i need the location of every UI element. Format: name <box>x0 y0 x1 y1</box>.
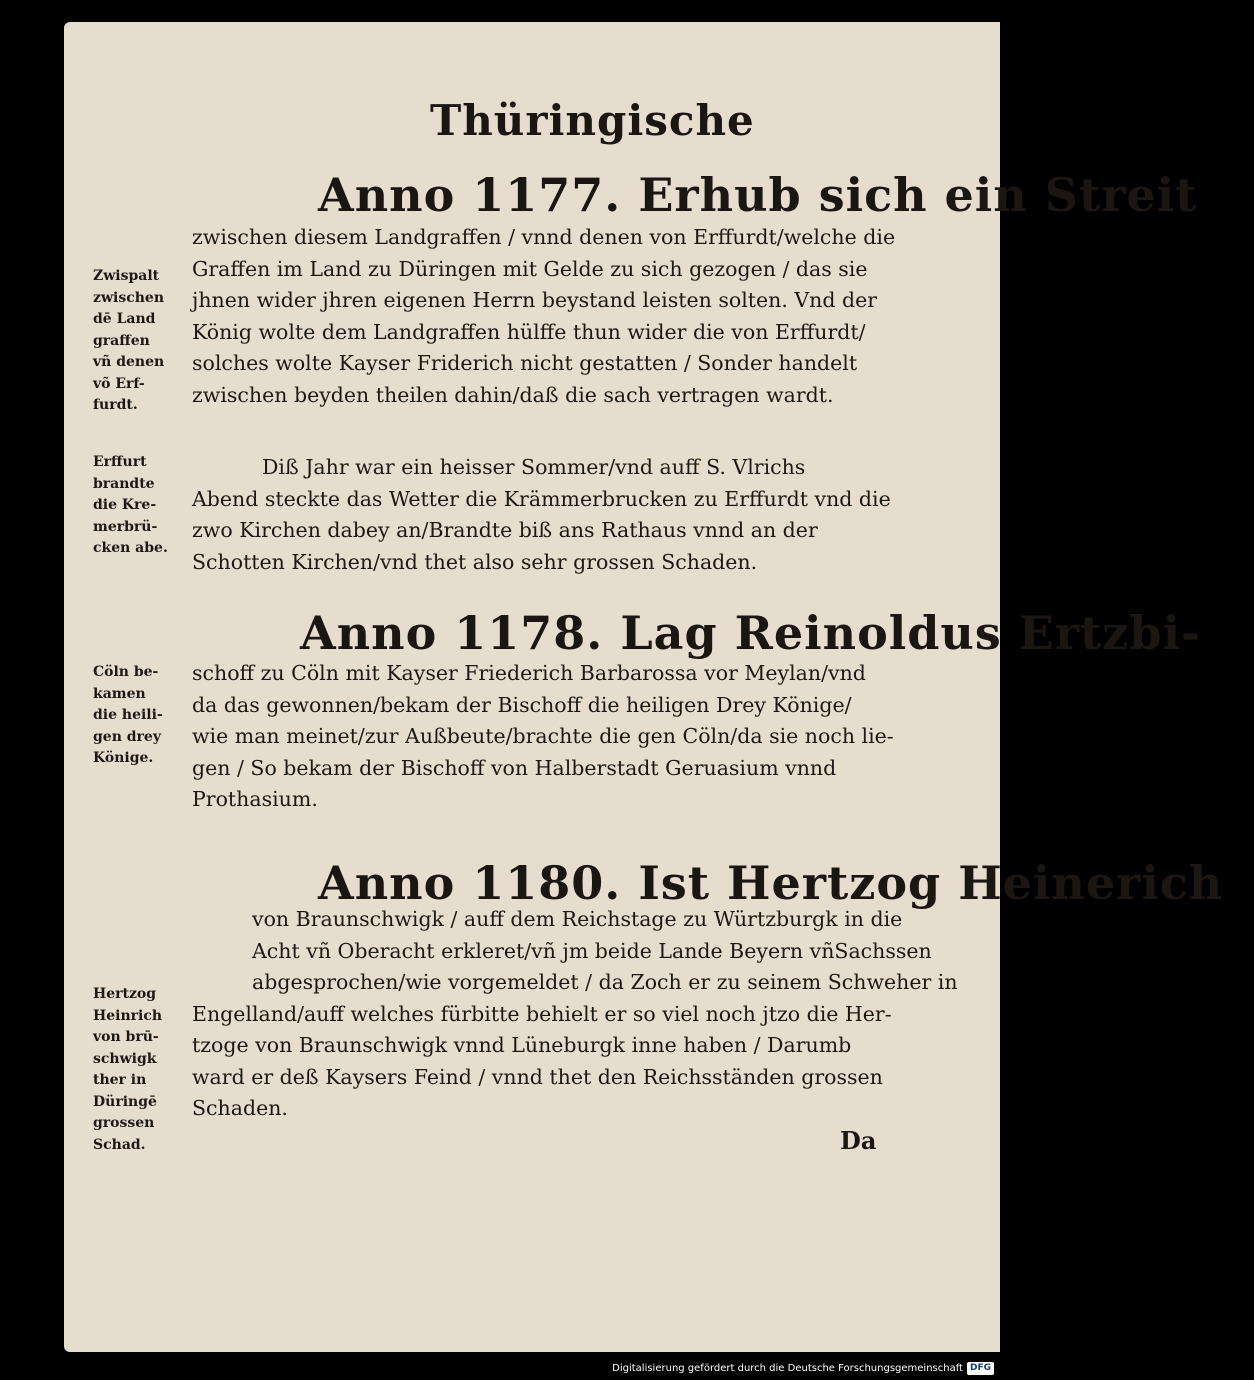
catchword: Da <box>840 1126 877 1155</box>
text-line: von Braunschwigk / auff dem Reichstage zu Würtzburgk in die <box>252 907 903 931</box>
margin-note-line: Cöln be- <box>93 664 159 680</box>
margin-note-line: merbrü- <box>93 518 158 535</box>
margin-note-line: gen drey <box>93 728 161 745</box>
text-line: solches wolte Kayser Friderich nicht gestatten / Sonder handelt <box>192 351 858 375</box>
margin-note-line: brandte <box>93 475 155 492</box>
text-line: da das gewonnen/bekam der Bischoff die heiligen Drey Könige/ <box>192 692 852 717</box>
margin-note-line: die Kre- <box>93 497 157 513</box>
text-line: Acht vñ Oberacht erkleret/vñ jm beide Lande Beyern vñSachssen <box>252 938 932 963</box>
margin-note-erffurt <box>93 452 193 560</box>
margin-note-line: Heinrich <box>93 1007 163 1024</box>
margin-note-line: die heili- <box>93 707 163 723</box>
margin-note-line: grossen <box>93 1115 155 1131</box>
margin-note-line: ther in <box>93 1072 147 1088</box>
text-line: zwischen beyden theilen dahin/daß die sach vertragen wardt. <box>192 382 834 407</box>
entry-body-sommer <box>192 452 902 578</box>
margin-note-line: graffen <box>93 332 150 349</box>
entry-body-1177 <box>192 222 902 411</box>
dfg-logo: DFG <box>967 1362 994 1375</box>
entry-heading-1178: Anno 1178. Lag Reinoldus Ertzbi- <box>300 606 1202 660</box>
margin-note-line: zwischen <box>93 289 164 306</box>
text-line: Schotten Kirchen/vnd thet also sehr grossen Schaden. <box>192 549 758 574</box>
text-line: zwischen diesem Landgraffen / vnnd denen von Erffurdt/welche die <box>192 225 896 249</box>
margin-note-line: vñ denen <box>93 354 165 370</box>
text-line: König wolte dem Landgraffen hülffe thun wider die von Erffurdt/ <box>192 319 866 344</box>
entry-body-1180 <box>192 904 958 1125</box>
text-line: wie man meinet/zur Außbeute/brachte die gen Cöln/da sie noch lie- <box>192 724 894 748</box>
margin-note-hertzog <box>93 984 193 1156</box>
margin-note-line: von brū- <box>93 1029 159 1045</box>
margin-note-line: Könige. <box>93 750 154 766</box>
margin-note-line: cken abe. <box>93 540 168 556</box>
text-line: tzoge von Braunschwigk vnnd Lüneburgk inne haben / Darumb <box>192 1033 852 1057</box>
margin-note-coeln <box>93 662 193 770</box>
text-line: ward er deß Kaysers Feind / vnnd thet den Reichsständen grossen <box>192 1064 883 1089</box>
margin-note-line: schwigk <box>93 1050 157 1067</box>
margin-note-line: kamen <box>93 685 146 702</box>
text-line: Prothasium. <box>192 787 318 811</box>
footer-credit <box>612 1362 994 1375</box>
text-line: Engelland/auff welches fürbitte behielt er so viel noch jtzo die Her- <box>192 1001 892 1026</box>
margin-note-line: Schad. <box>93 1136 146 1153</box>
margin-note-line: Zwispalt <box>93 268 160 284</box>
margin-note-line: Erffurt <box>93 454 147 470</box>
margin-note-line: Düringē <box>93 1093 157 1110</box>
text-line: jhnen wider jhren eigenen Herrn beystand leisten solten. Vnd der <box>192 288 878 312</box>
margin-note-line: dē Land <box>93 311 156 327</box>
margin-note-line: võ Erf- <box>93 375 145 392</box>
text-line: Graffen im Land zu Düringen mit Gelde zu sich gezogen / das sie <box>192 256 868 281</box>
footer-text: Digitalisierung gefördert durch die Deutsche Forschungsgemeinschaft <box>612 1363 963 1374</box>
margin-note-line: furdt. <box>93 397 138 413</box>
text-line: abgesprochen/wie vorgemeldet / da Zoch er zu seinem Schweher in <box>252 970 958 994</box>
entry-heading-1180: Anno 1180. Ist Hertzog Heinerich <box>318 856 1224 910</box>
text-line: Abend steckte das Wetter die Krämmerbrucken zu Erffurdt vnd die <box>192 486 891 511</box>
text-line: schoff zu Cöln mit Kayser Friederich Barbarossa vor Meylan/vnd <box>192 661 866 685</box>
margin-note-zwispalt <box>93 266 193 417</box>
margin-note-line: Hertzog <box>93 986 157 1002</box>
text-line: Schaden. <box>192 1096 288 1120</box>
text-line: gen / So bekam der Bischoff von Halberstadt Geruasium vnnd <box>192 755 837 780</box>
text-line: zwo Kirchen dabey an/Brandte biß ans Rathaus vnnd an der <box>192 518 818 542</box>
text-line: Diß Jahr war ein heisser Sommer/vnd auff S. Vlrichs <box>262 455 806 479</box>
entry-body-1178 <box>192 658 902 816</box>
entry-heading-1177: Anno 1177. Erhub sich ein Streit <box>318 168 1198 222</box>
running-head: Thüringische <box>430 96 755 145</box>
